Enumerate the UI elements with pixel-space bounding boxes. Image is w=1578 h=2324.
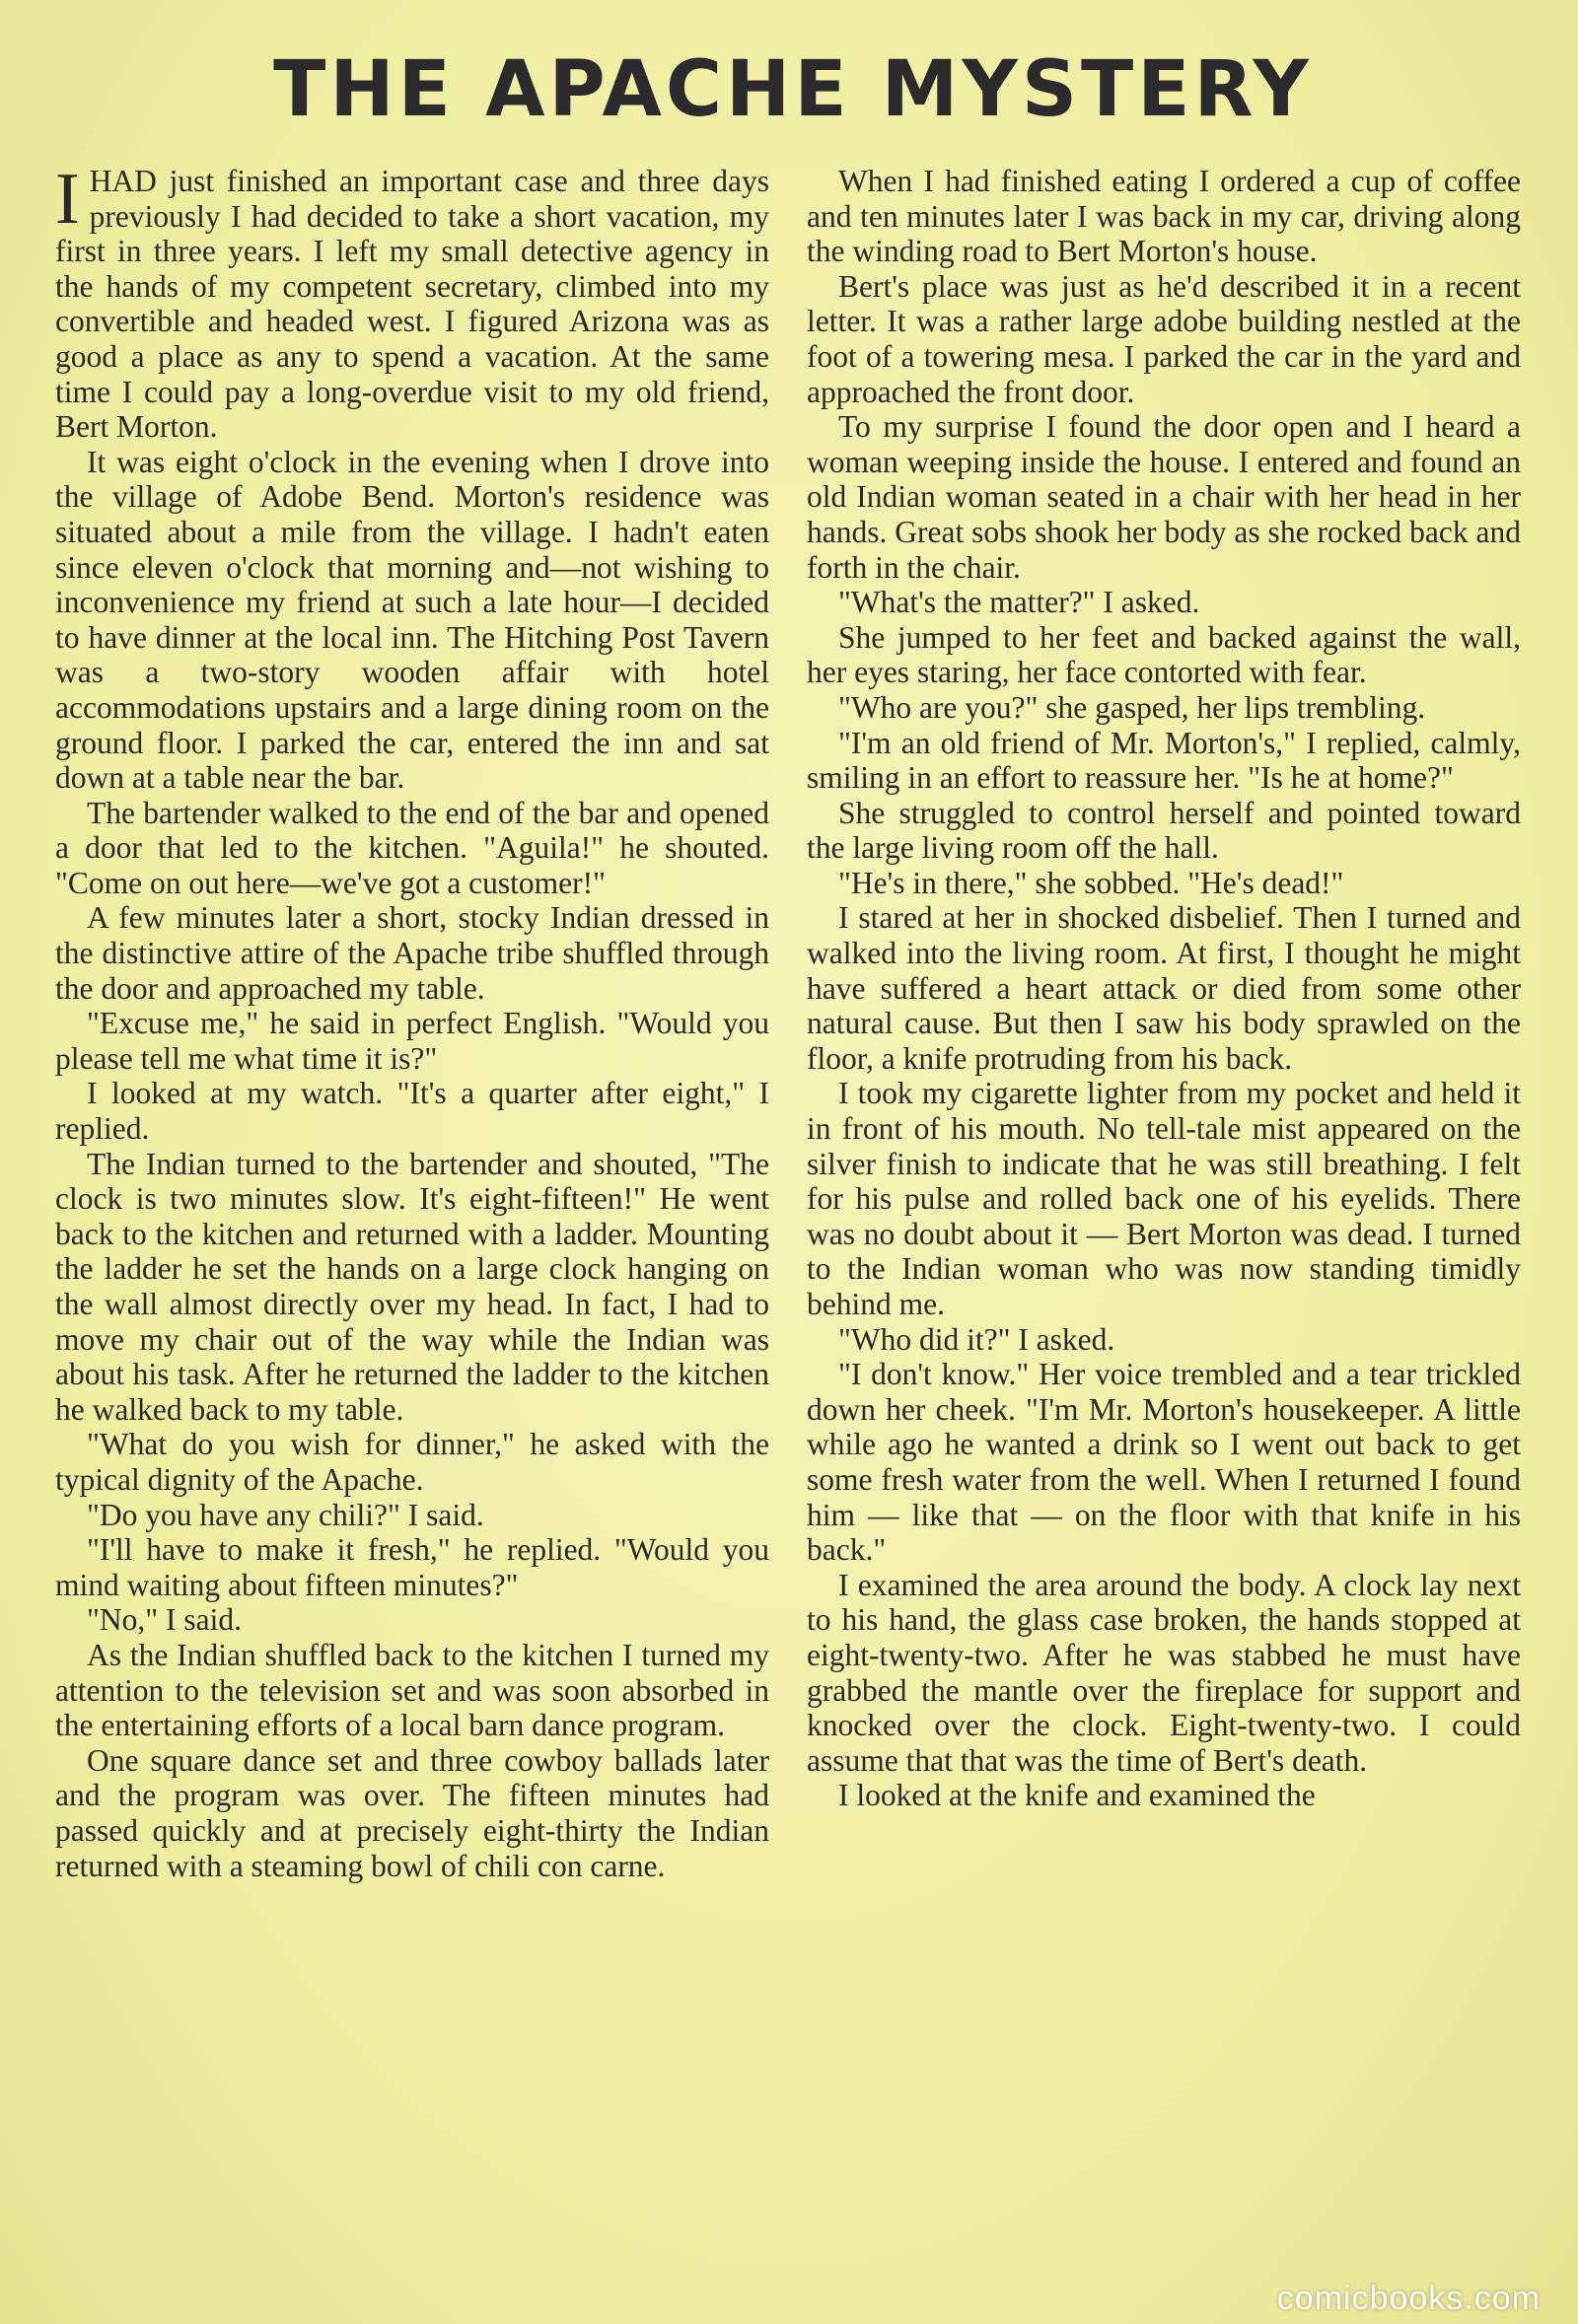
paragraph: "Excuse me," he said in perfect English. "Would you please tell me what time it is?" [55,1006,769,1076]
drop-cap: I [55,159,80,240]
text-columns [55,159,1531,1883]
paragraph: "Do you have any chili?" I said. [87,1497,484,1532]
paragraph: "What's the matter?" I asked. [838,585,1200,620]
paragraph [55,159,769,445]
paragraph: I stared at her in shocked disbelief. Then I turned and walked into the living room. At first, I thought he might have suffered a heart attack or died from some other natural cause. But then I saw his body sprawled on the floor, a knife protruding from his back. [807,900,1521,1076]
paragraph: She struggled to control herself and pointed toward the large living room off the hall. [807,795,1521,866]
right-column [807,164,1521,1883]
paragraph: "No," I said. [87,1602,242,1638]
paragraph: "I'll have to make it fresh," he replied. "Would you mind waiting about fifteen minutes?" [55,1532,769,1602]
paragraph: The bartender walked to the end of the bar and opened a door that led to the kitchen. "Aguila!" he shouted. "Come on out here—we've got a customer!" [55,795,769,900]
paragraph: I took my cigarette lighter from my pocket and held it in front of his mouth. No tell-tale mist appeared on the silver finish to indicate that he was still breathing. I felt for his pulse and rolled back one of his eyelids. There was no doubt about it — Bert Morton was dead. I turned to the Indian woman who was now standing timidly behind me. [807,1076,1521,1321]
story-title: THE APACHE MYSTERY [273,45,1313,134]
paragraph: It was eight o'clock in the evening when I drove into the village of Adobe Bend. Morton's residence was situated about a mile from the village. I hadn't eaten since eleven o'clock that morning and—not wishing to inconvenience my friend at such a late hour—I decided to have dinner at the local inn. The Hitching Post Tavern was a two-story wooden affair with hotel accommodations upstairs and a large dining room on the ground floor. I parked the car, entered the inn and sat down at a table near the bar. [55,444,769,796]
left-column [55,159,769,1883]
paragraph: "I'm an old friend of Mr. Morton's," I replied, calmly, smiling in an effort to reassure her. "Is he at home?" [807,725,1521,796]
paragraph: She jumped to her feet and backed against the wall, her eyes staring, her face contorted with fear. [807,619,1521,690]
paragraph: "What do you wish for dinner," he asked with the typical dignity of the Apache. [55,1427,769,1497]
paragraph: The Indian turned to the bartender and shouted, "The clock is two minutes slow. It's eight-fifteen!" He went back to the kitchen and returned with a ladder. Mounting the ladder he set the hands on a large clock hanging on the wall almost directly over my head. In fact, I had to move my chair out of the way while the Indian was about his task. After he returned the ladder to the kitchen he walked back to my table. [55,1146,769,1427]
paragraph: I examined the area around the body. A clock lay next to his hand, the glass case broken, the hands stopped at eight-twenty-two. After he was stabbed he must have grabbed the mantle over the fireplace for support and knocked over the clock. Eight-twenty-two. I could assume that that was the time of Bert's death. [807,1567,1521,1778]
watermark: comicbooks.com [1276,2280,1541,2317]
paragraph: One square dance set and three cowboy ballads later and the program was over. The fifteen minutes had passed quickly and at precisely eight-thirty the Indian returned with a steaming bowl of chili con carne. [55,1742,769,1883]
paragraph-text: HAD just finished an important case and three days previously I had decided to take a short vacation, my first in three years. I left my small detective agency in the hands of my competent secretary, climbed into my convertible and headed west. I figured Arizona was as good a place as any to spend a vacation. At the same time I could pay a long-overdue visit to my old friend, Bert Morton. [55,164,769,445]
paragraph: As the Indian shuffled back to the kitchen I turned my attention to the television set and was soon absorbed in the entertaining efforts of a local barn dance program. [55,1637,769,1743]
paragraph: "Who did it?" I asked. [838,1321,1115,1357]
paragraph: To my surprise I found the door open and I heard a woman weeping inside the house. I entered and found an old Indian woman seated in a chair with her head in her hands. Great sobs shook her body as she rocked back and forth in the chair. [807,409,1521,585]
paragraph: Bert's place was just as he'd described it in a recent letter. It was a rather large adobe building nestled at the foot of a towering mesa. I parked the car in the yard and approached the front door. [807,268,1521,409]
paragraph: When I had finished eating I ordered a cup of coffee and ten minutes later I was back in my car, driving along the winding road to Bert Morton's house. [807,164,1521,269]
paragraph: "He's in there," she sobbed. "He's dead!" [838,865,1344,900]
paragraph: A few minutes later a short, stocky Indian dressed in the distinctive attire of the Apache tribe shuffled through the door and approached my table. [55,900,769,1006]
paragraph: I looked at the knife and examined the [838,1778,1316,1813]
paragraph: "I don't know." Her voice trembled and a tear trickled down her cheek. "I'm Mr. Morton's housekeeper. A little while ago he wanted a drink so I went out back to get some fresh water from the well. When I returned I found him — like that — on the floor with that knife in his back." [807,1357,1521,1568]
paragraph: "Who are you?" she gasped, her lips trembling. [838,689,1426,725]
paragraph: I looked at my watch. "It's a quarter after eight," I replied. [55,1076,769,1147]
